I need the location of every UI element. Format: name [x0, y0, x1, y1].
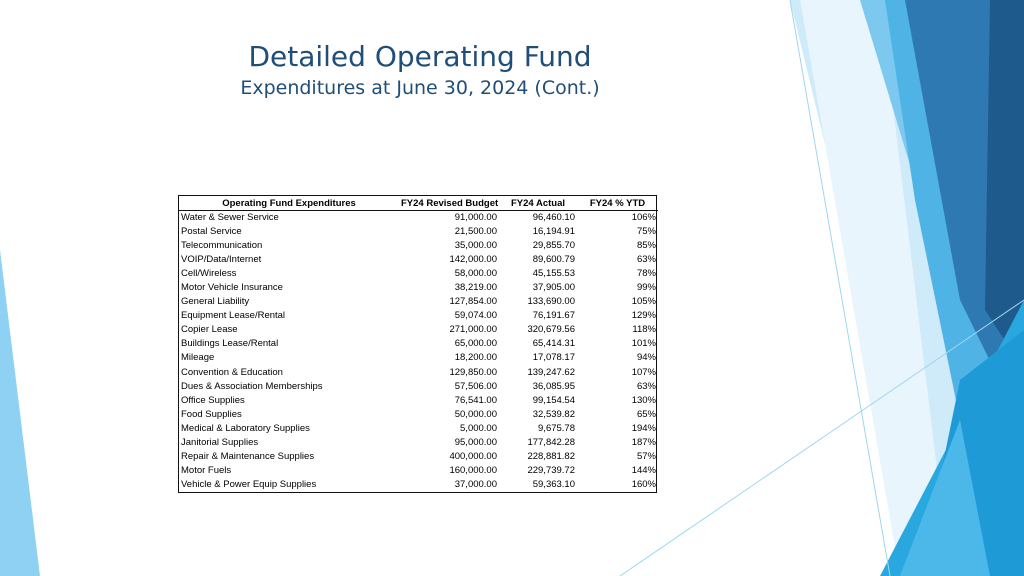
cell-budget: 142,000.00: [449, 254, 497, 266]
header-actual: FY24 Actual: [499, 196, 577, 211]
table-row: [179, 394, 658, 408]
cell-budget: 21,500.00: [454, 226, 497, 238]
cell-expenditure: General Liability: [181, 296, 250, 308]
header-percent-ytd: FY24 % YTD: [577, 196, 658, 211]
slide-title: Detailed Operating Fund: [248, 40, 592, 73]
table-row: [179, 225, 658, 239]
cell-actual: 99,154.54: [532, 394, 575, 406]
cell-budget: 76,541.00: [454, 394, 497, 406]
cell-actual: 229,739.72: [527, 464, 575, 476]
cell-expenditure: Cell/Wireless: [181, 268, 237, 280]
cell-budget: 38,219.00: [454, 282, 497, 294]
cell-percent: 94%: [636, 352, 656, 364]
cell-actual: 45,155.53: [532, 268, 575, 280]
cell-percent: 160%: [631, 478, 656, 490]
cell-expenditure: Mileage: [181, 352, 215, 364]
cell-percent: 65%: [636, 408, 656, 420]
table-row: [179, 295, 658, 309]
cell-actual: 177,842.28: [527, 436, 575, 448]
expenditures-table: [179, 196, 658, 492]
cell-actual: 36,085.95: [532, 380, 575, 392]
cell-expenditure: Vehicle & Power Equip Supplies: [181, 478, 317, 490]
table-row: [179, 253, 658, 267]
table-row: [179, 408, 658, 422]
table-row: [179, 337, 658, 351]
cell-percent: 129%: [631, 310, 656, 322]
cell-actual: 32,539.82: [532, 408, 575, 420]
table-row: [179, 267, 658, 281]
cell-expenditure: Motor Vehicle Insurance: [181, 282, 283, 294]
table-row: [179, 351, 658, 365]
table-row: [179, 380, 658, 394]
cell-budget: 127,854.00: [449, 296, 497, 308]
cell-percent: 78%: [636, 268, 656, 280]
cell-expenditure: Food Supplies: [181, 408, 242, 420]
cell-budget: 65,000.00: [454, 338, 497, 350]
cell-actual: 76,191.67: [532, 310, 575, 322]
cell-expenditure: Buildings Lease/Rental: [181, 338, 279, 350]
cell-percent: 101%: [631, 338, 656, 350]
cell-budget: 59,074.00: [454, 310, 497, 322]
cell-expenditure: Medical & Laboratory Supplies: [181, 422, 310, 434]
cell-budget: 400,000.00: [449, 450, 497, 462]
cell-expenditure: Janitorial Supplies: [181, 436, 259, 448]
cell-actual: 16,194.91: [532, 226, 575, 238]
cell-expenditure: Office Supplies: [181, 394, 245, 406]
cell-budget: 5,000.00: [460, 422, 497, 434]
cell-budget: 57,506.00: [454, 380, 497, 392]
cell-budget: 50,000.00: [454, 408, 497, 420]
slide-subtitle: Expenditures at June 30, 2024 (Cont.): [240, 77, 600, 99]
slide-title-block: [180, 40, 660, 101]
cell-percent: 105%: [631, 296, 656, 308]
table-header-row: [179, 196, 658, 211]
cell-budget: 58,000.00: [454, 268, 497, 280]
cell-expenditure: Telecommunication: [181, 240, 263, 252]
cell-actual: 9,675.78: [538, 422, 575, 434]
cell-percent: 118%: [632, 324, 656, 336]
cell-expenditure: Convention & Education: [181, 366, 283, 378]
cell-budget: 37,000.00: [454, 478, 497, 490]
cell-actual: 320,679.56: [527, 324, 575, 336]
cell-percent: 106%: [631, 212, 656, 224]
header-revised-budget: FY24 Revised Budget: [401, 197, 499, 209]
cell-percent: 63%: [636, 254, 656, 266]
cell-percent: 75%: [636, 226, 656, 238]
table-row: [179, 281, 658, 295]
cell-actual: 29,855.70: [532, 240, 575, 252]
cell-budget: 91,000.00: [454, 212, 497, 224]
table-row: [179, 436, 658, 450]
cell-actual: 96,460.10: [532, 212, 575, 224]
cell-actual: 89,600.79: [532, 254, 575, 266]
table-row: [179, 450, 658, 464]
cell-actual: 139,247.62: [527, 366, 575, 378]
table-row: [179, 422, 658, 436]
table-row: [179, 464, 658, 478]
cell-expenditure: Repair & Maintenance Supplies: [181, 450, 315, 462]
cell-expenditure: Motor Fuels: [181, 464, 232, 476]
cell-expenditure: Equipment Lease/Rental: [181, 310, 286, 322]
cell-expenditure: Copier Lease: [181, 324, 238, 336]
cell-actual: 65,414.31: [532, 338, 575, 350]
table-row: [179, 323, 658, 337]
cell-percent: 57%: [636, 450, 656, 462]
cell-percent: 187%: [631, 436, 656, 448]
cell-percent: 107%: [631, 366, 656, 378]
table-row: [179, 478, 658, 492]
table-row: [179, 211, 658, 226]
cell-actual: 59,363.10: [532, 478, 575, 490]
cell-expenditure: VOIP/Data/Internet: [181, 254, 262, 266]
cell-budget: 271,000.00: [449, 324, 497, 336]
cell-percent: 99%: [636, 282, 656, 294]
cell-actual: 228,881.82: [527, 450, 575, 462]
cell-expenditure: Postal Service: [181, 226, 242, 238]
cell-budget: 95,000.00: [454, 436, 497, 448]
expenditures-table-container: [178, 195, 657, 493]
cell-percent: 85%: [636, 240, 656, 252]
left-accent-shape: [0, 250, 40, 576]
header-expenditure: Operating Fund Expenditures: [179, 196, 399, 211]
cell-expenditure: Water & Sewer Service: [181, 212, 279, 224]
cell-expenditure: Dues & Association Memberships: [181, 380, 323, 392]
cell-percent: 144%: [631, 464, 656, 476]
cell-actual: 133,690.00: [527, 296, 575, 308]
cell-budget: 35,000.00: [454, 240, 497, 252]
cell-percent: 130%: [631, 394, 656, 406]
cell-actual: 17,078.17: [532, 352, 575, 364]
cell-actual: 37,905.00: [532, 282, 575, 294]
cell-budget: 160,000.00: [449, 464, 497, 476]
table-row: [179, 309, 658, 323]
cell-budget: 18,200.00: [454, 352, 497, 364]
table-row: [179, 239, 658, 253]
cell-budget: 129,850.00: [449, 366, 497, 378]
cell-percent: 63%: [636, 380, 656, 392]
table-row: [179, 366, 658, 380]
cell-percent: 194%: [631, 422, 656, 434]
